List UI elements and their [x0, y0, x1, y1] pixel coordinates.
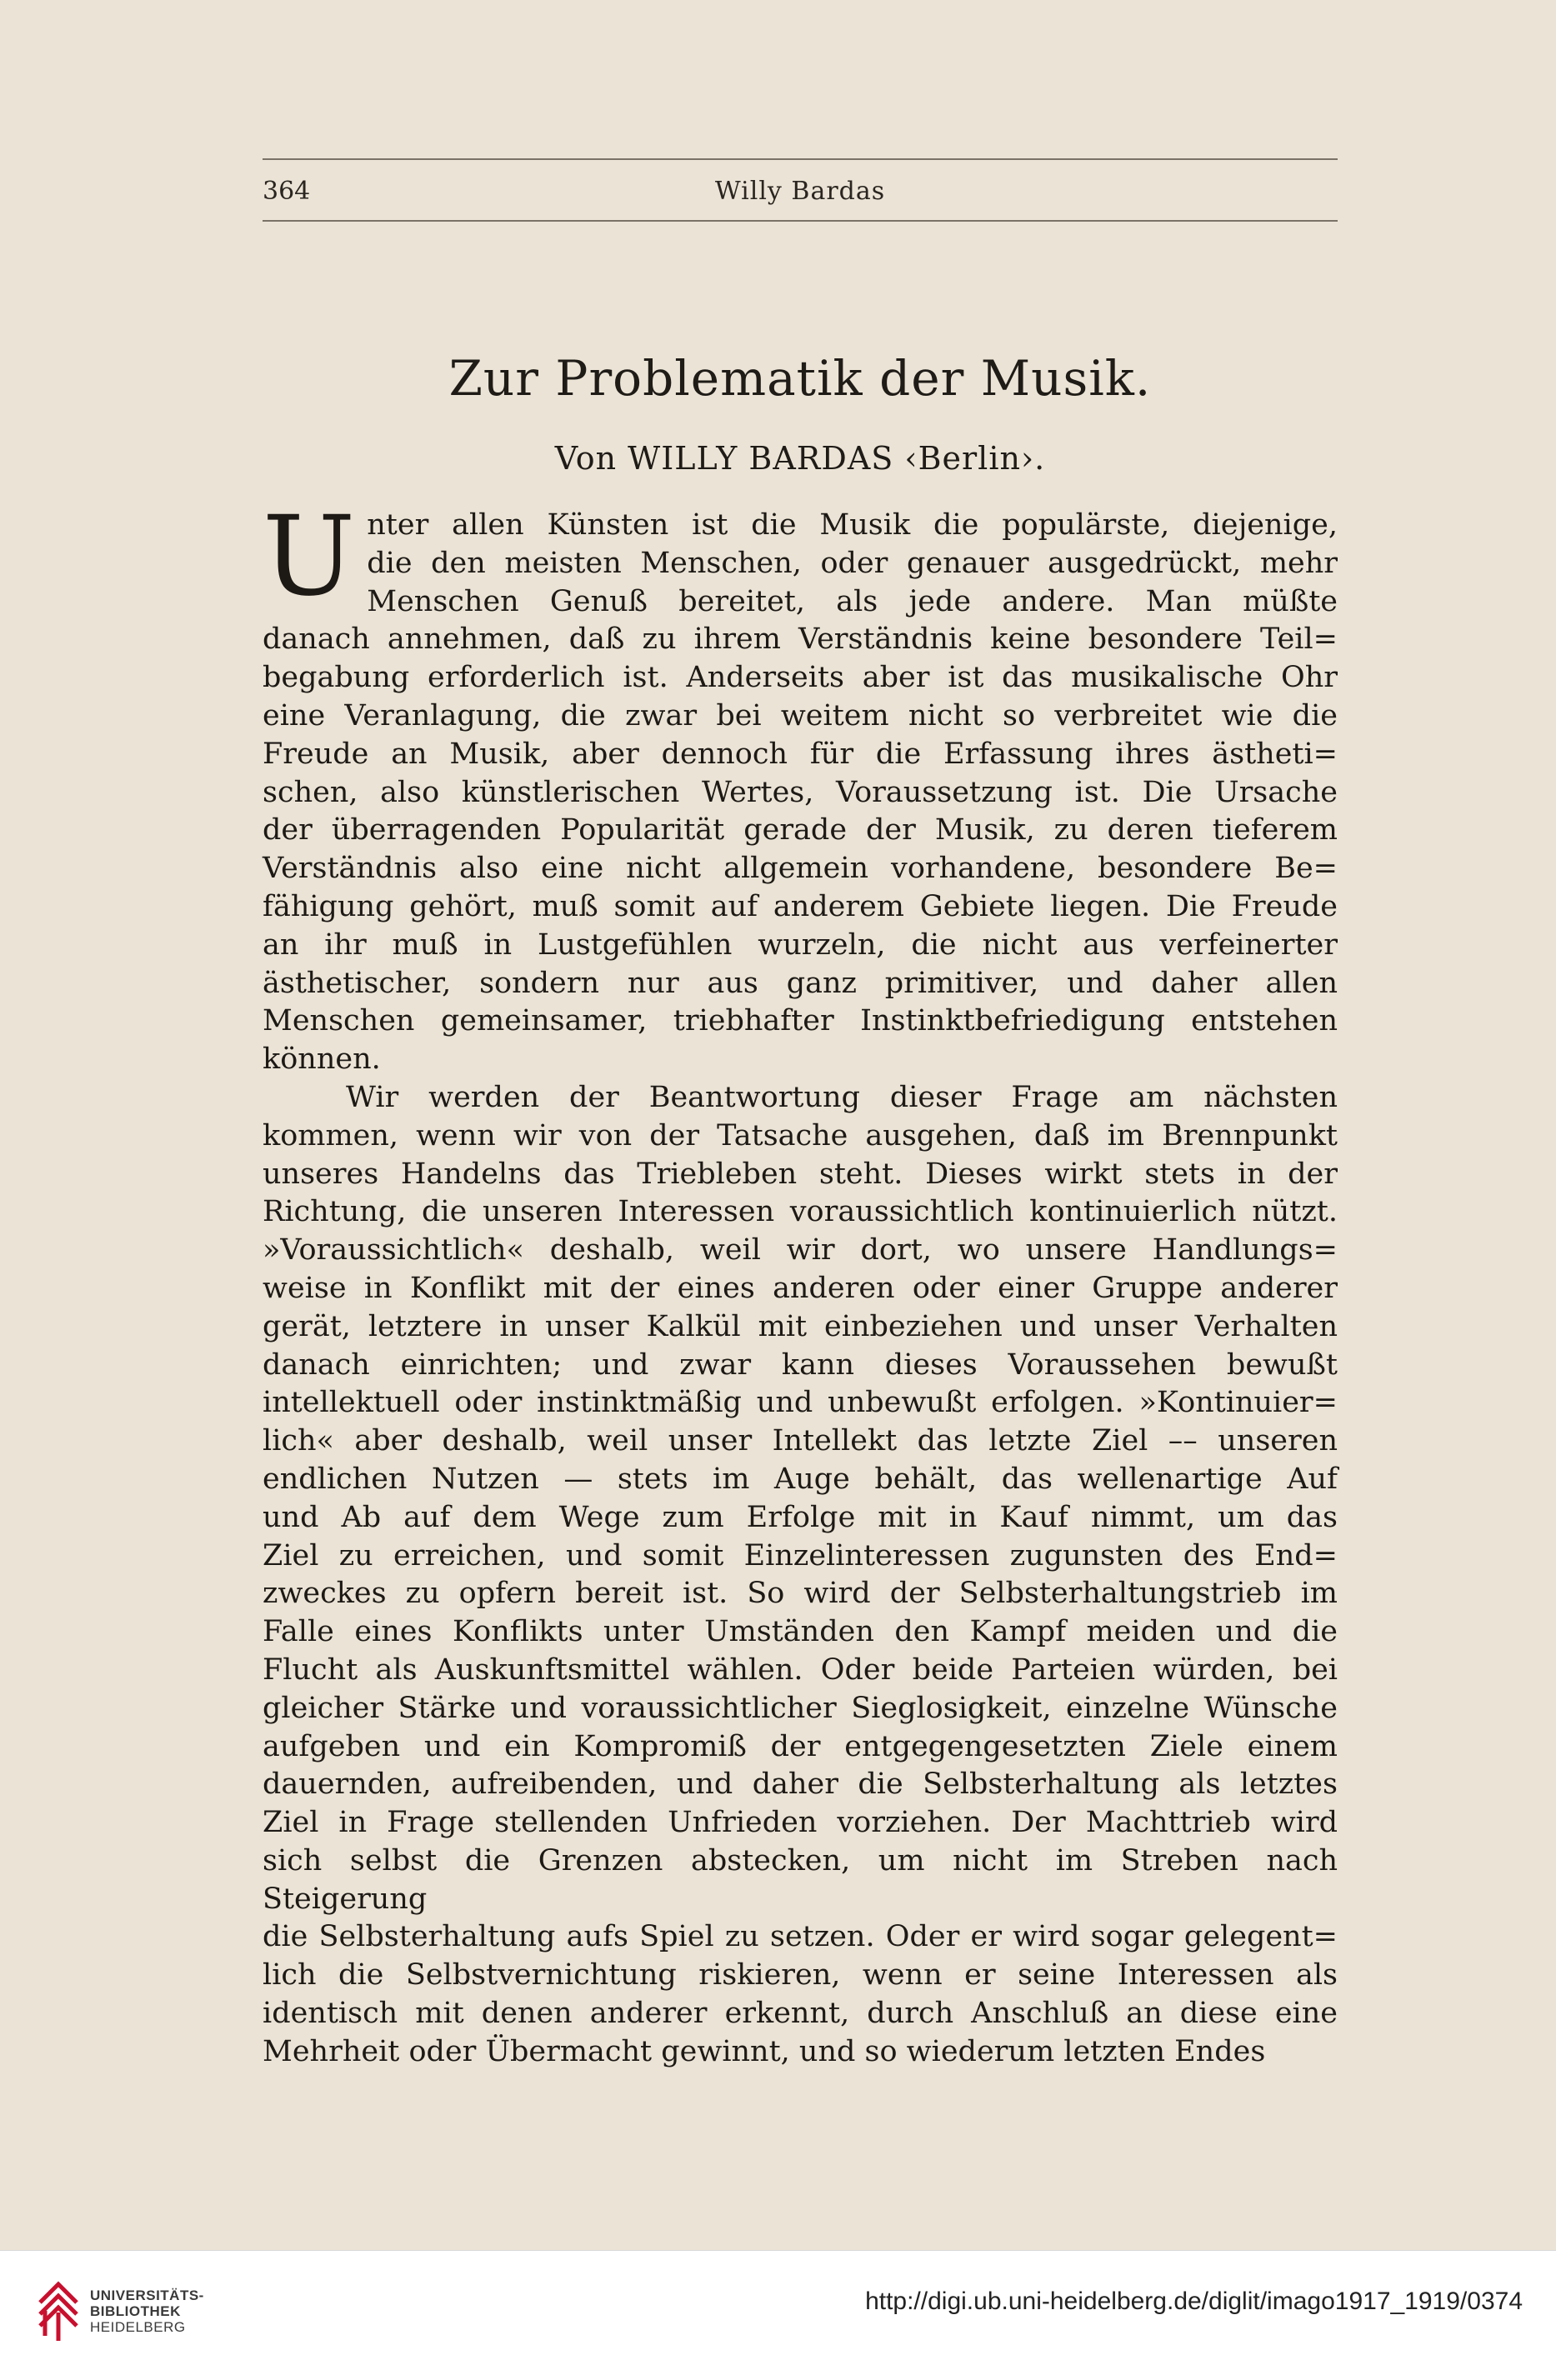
paragraph-2	[263, 1079, 1338, 2072]
text-line: danach einrichten; und zwar kann dieses Voraussehen bewußt	[263, 1348, 1338, 1382]
text-line: und Ab auf dem Wege zum Erfolge mit in Kauf nimmt, um das	[263, 1500, 1338, 1534]
text-line: Ziel zu erreichen, und somit Einzelinteressen zugunsten des End=	[263, 1538, 1338, 1572]
text-line: an ihr muß in Lustgefühlen wurzeln, die nicht aus verfeinerter	[263, 928, 1338, 962]
text-line: weise in Konflikt mit der eines anderen oder einer Gruppe anderer	[263, 1271, 1338, 1305]
text-line: intellektuell oder instinktmäßig und unbewußt erfolgen. »Kontinuier=	[263, 1386, 1338, 1420]
text-line: endlichen Nutzen — stets im Auge behält, das wellenartige Auf	[263, 1462, 1338, 1496]
text-line: fähigung gehört, muß somit auf anderem Gebiete liegen. Die Freude	[263, 889, 1338, 923]
text-line: lich« aber deshalb, weil unser Intellekt das letzte Ziel –– unseren	[263, 1424, 1338, 1458]
article-byline: Von WILLY BARDAS ‹Berlin›.	[554, 440, 1046, 477]
paragraph-2-lines	[263, 1079, 1338, 2072]
text-line: gleicher Stärke und voraussichtlicher Sieglosigkeit, einzelne Wünsche	[263, 1691, 1338, 1725]
text-line: kommen, wenn wir von der Tatsache ausgehen, daß im Brennpunkt	[263, 1118, 1338, 1152]
text-line: identisch mit denen anderer erkennt, durch Anschluß an diese eine	[263, 1997, 1338, 2031]
text-line: schen, also künstlerischen Wertes, Voraussetzung ist. Die Ursache	[263, 775, 1338, 809]
page-number: 364	[263, 177, 311, 206]
text-line: zweckes zu opfern bereit ist. So wird der Selbsterhaltungstrieb im	[263, 1577, 1338, 1611]
text-line: Flucht als Auskunftsmittel wählen. Oder beide Parteien würden, bei	[263, 1652, 1338, 1687]
paragraph-1-lines	[263, 492, 1338, 1079]
paragraph-1	[263, 492, 1338, 1079]
text-line: gerät, letztere in unser Kalkül mit einbeziehen und unser Verhalten	[263, 1309, 1338, 1343]
library-name-line2: BIBLIOTHEK	[90, 2303, 181, 2319]
article-body	[263, 492, 1338, 2072]
text-line: ästhetischer, sondern nur aus ganz primitiver, und daher allen	[263, 966, 1338, 1000]
library-name	[90, 2288, 204, 2335]
text-line: nter allen Künsten ist die Musik die populärste, diejenige,	[367, 508, 1338, 542]
source-url-link[interactable]: http://digi.ub.uni-heidelberg.de/diglit/imago1917_1919/0374	[865, 2288, 1523, 2315]
text-line: lich die Selbstvernichtung riskieren, wenn er seine Interessen als	[263, 1958, 1338, 1992]
text-line: die den meisten Menschen, oder genauer ausgedrückt, mehr	[367, 546, 1338, 580]
text-line: unseres Handelns das Triebleben steht. Dieses wirkt stets in der	[263, 1157, 1338, 1191]
text-line: Mehrheit oder Übermacht gewinnt, und so wiederum letzten Endes	[263, 2034, 1266, 2068]
text-line: Falle eines Konflikts unter Umständen den Kampf meiden und die	[263, 1615, 1338, 1649]
text-line: die Selbsterhaltung aufs Spiel zu setzen. Oder er wird sogar gelegent=	[263, 1920, 1338, 1954]
drop-cap: U	[263, 492, 356, 621]
text-line: Ziel in Frage stellenden Unfrieden vorziehen. Der Machttrieb wird	[263, 1806, 1338, 1840]
library-name-line1: UNIVERSITÄTS-	[90, 2288, 204, 2303]
text-line: der überragenden Popularität gerade der Musik, zu deren tieferem	[263, 813, 1338, 848]
text-line: danach annehmen, daß zu ihrem Verständnis keine besondere Teil=	[263, 622, 1338, 657]
text-line: Richtung, die unseren Interessen voraussichtlich kontinuierlich nützt.	[263, 1195, 1338, 1229]
text-line: aufgeben und ein Kompromiß der entgegengesetzten Ziele einem	[263, 1729, 1338, 1763]
text-line: Freude an Musik, aber dennoch für die Erfassung ihres ästheti=	[263, 737, 1338, 771]
running-head	[263, 158, 1338, 222]
text-line: Menschen Genuß bereitet, als jede andere. Man müßte	[367, 584, 1338, 618]
text-line: Verständnis also eine nicht allgemein vorhandene, besondere Be=	[263, 852, 1338, 886]
text-line: Menschen gemeinsamer, triebhafter Instinktbefriedigung entstehen	[263, 1004, 1338, 1038]
text-line: dauernden, aufreibenden, und daher die Selbsterhaltung als letztes	[263, 1768, 1338, 1802]
running-title: Willy Bardas	[714, 177, 886, 206]
university-library-logo-icon	[33, 2278, 83, 2344]
text-line: »Voraussichtlich« deshalb, weil wir dort, wo unsere Handlungs=	[263, 1233, 1338, 1268]
article-title: Zur Problematik der Musik.	[448, 350, 1152, 407]
text-line: können.	[263, 1042, 381, 1077]
text-line: Wir werden der Beantwortung dieser Frage am nächsten	[346, 1080, 1338, 1114]
text-line: sich selbst die Grenzen abstecken, um nicht im Streben nach Steigerung	[263, 1843, 1338, 1916]
library-name-line3: HEIDELBERG	[90, 2319, 186, 2335]
footer-bar	[0, 2250, 1556, 2380]
text-line: begabung erforderlich ist. Anderseits aber ist das musikalische Ohr	[263, 661, 1338, 695]
text-line: eine Veranlagung, die zwar bei weitem nicht so verbreitet wie die	[263, 698, 1338, 732]
